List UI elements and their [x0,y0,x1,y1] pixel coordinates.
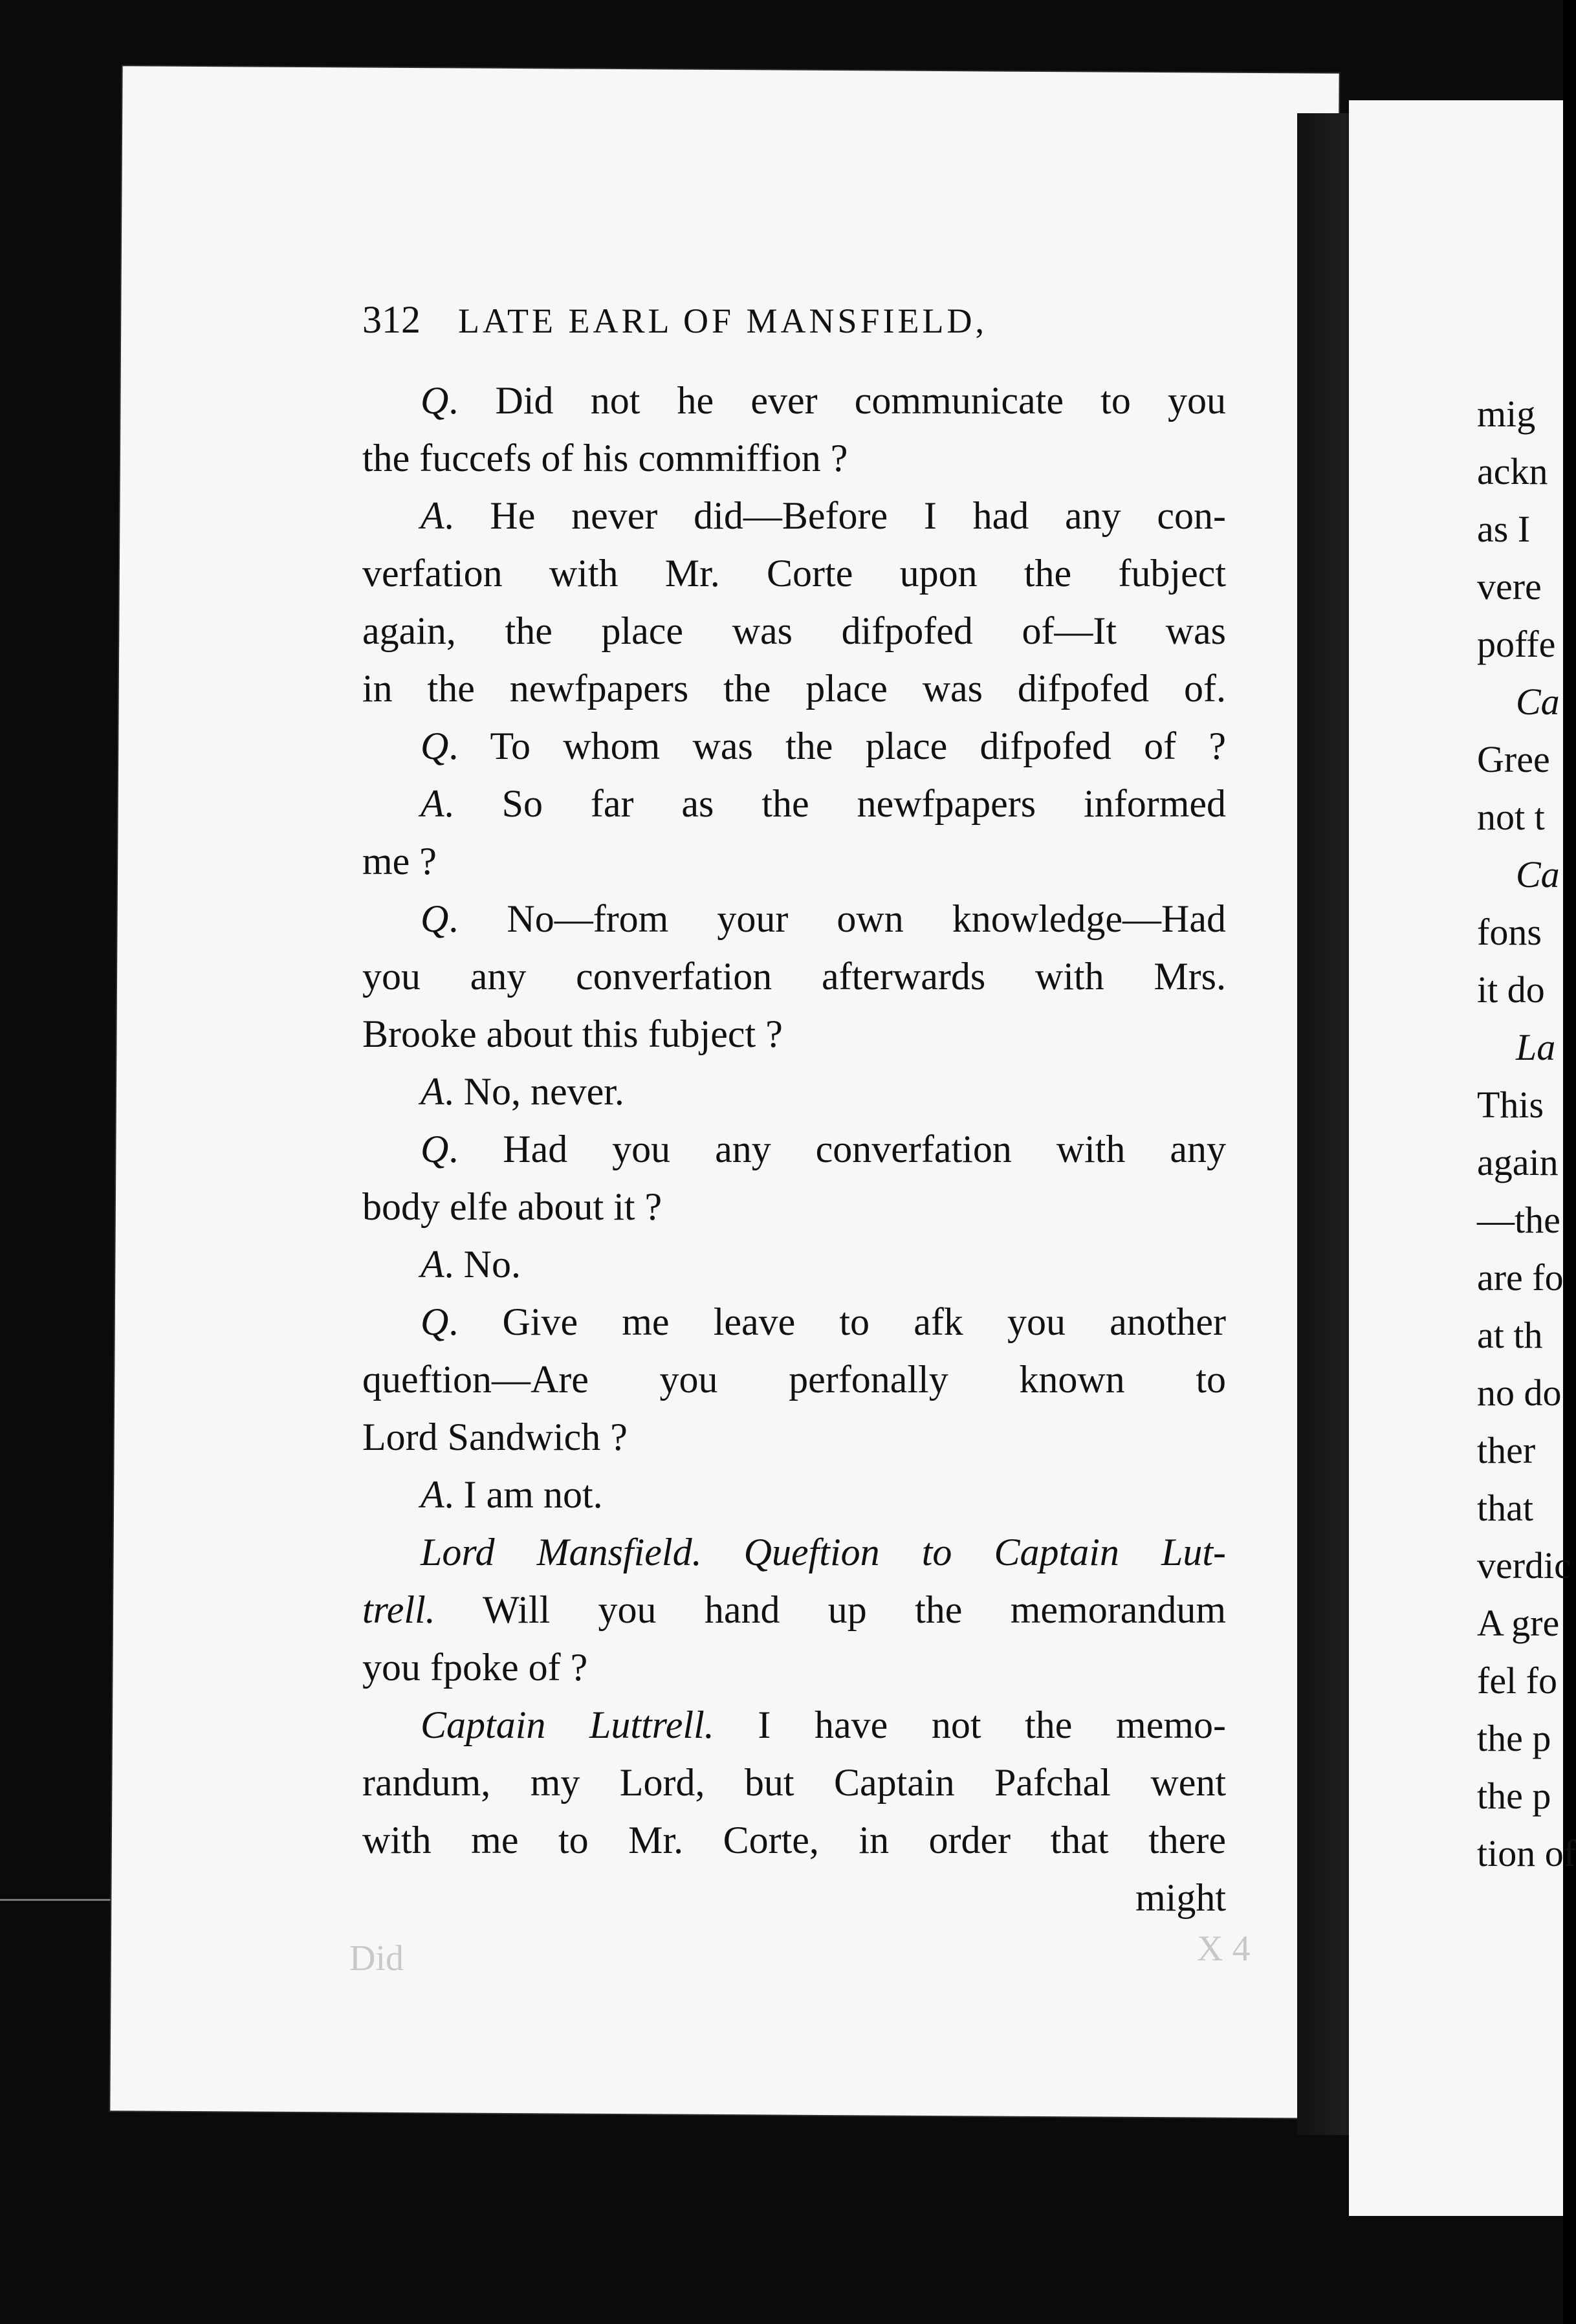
right-text-line: Gree [1477,738,1550,780]
right-text-line: La [1516,1026,1556,1068]
right-text-line: at th [1477,1314,1543,1356]
text-line: again, the place was difpofed of—It was [362,609,1226,652]
right-text-line: tion of [1477,1832,1576,1874]
text-line: Q. Did not he ever communicate to you [421,379,1226,422]
right-text-line: again [1477,1141,1559,1183]
text-line: me ? [362,840,437,882]
running-head [362,298,1229,356]
text-line: queftion—Are you perfonally known to [362,1358,1226,1401]
right-text-line: This [1477,1084,1544,1126]
text-line: you fpoke of ? [362,1646,588,1689]
text-line: Captain Luttrell. I have not the memo- [421,1704,1226,1746]
text-line: trell. Will you hand up the memorandum [362,1588,1226,1631]
text-line: Q. No—from your own knowledge—Had [421,897,1226,940]
left-page-text [362,372,1226,1964]
text-line: A. So far as the newfpapers informed [421,782,1226,825]
right-text-line: that [1477,1487,1533,1529]
right-text-line: ackn [1477,450,1548,492]
right-text-line: verdic [1477,1544,1571,1586]
show-through-text: Did [349,1938,404,1979]
text-line: Lord Mansfield. Queftion to Captain Lut- [421,1531,1226,1573]
right-text-line: vere [1477,565,1542,608]
text-line: Lord Sandwich ? [362,1416,628,1458]
right-text-line: are fo [1477,1256,1564,1299]
text-line: A. He never did—Before I had any con- [421,494,1226,537]
text-line: Brooke about this fubject ? [362,1013,783,1055]
right-text-line: the p [1477,1775,1551,1817]
right-page-text-cropped [1477,385,1576,1951]
text-line: randum, my Lord, but Captain Pafchal went [362,1761,1226,1804]
text-line: with me to Mr. Corte, in order that there [362,1819,1226,1861]
text-line: the fuccefs of his commiffion ? [362,437,848,479]
text-line: A. I am not. [421,1473,603,1516]
right-text-line: not t [1477,796,1545,838]
right-text-line: fons [1477,911,1542,953]
text-line: verfation with Mr. Corte upon the fubject [362,552,1226,595]
right-text-line: it do [1477,969,1545,1011]
text-line: you any converfation afterwards with Mrs. [362,955,1226,998]
catchword: might [1135,1876,1226,1919]
right-text-line: Ca [1516,681,1560,723]
right-text-line: ther [1477,1429,1536,1471]
text-line: Q. To whom was the place difpofed of ? [421,725,1226,767]
running-head-title: LATE EARL OF MANSFIELD, [458,301,988,340]
right-text-line: A gre [1477,1602,1560,1644]
text-line: body elfe about it ? [362,1185,662,1228]
right-text-line: no do [1477,1372,1562,1414]
right-text-line: poffe [1477,623,1556,665]
text-line: A. No, never. [421,1070,624,1113]
right-text-line: mig [1477,393,1536,435]
right-text-line: as I [1477,508,1531,550]
text-line: Q. Give me leave to afk you another [421,1300,1226,1343]
right-text-line: fel fo [1477,1660,1557,1702]
right-text-line: —the [1477,1199,1560,1241]
show-through-text: X 4 [1197,1929,1251,1969]
right-text-line: the p [1477,1717,1551,1759]
text-line: A. No. [421,1243,521,1286]
right-text-line: Ca [1516,853,1560,895]
text-line: in the newfpapers the place was difpofed of. [362,667,1226,710]
page-number: 312 [362,298,421,341]
text-line: Q. Had you any converfation with any [421,1128,1226,1170]
